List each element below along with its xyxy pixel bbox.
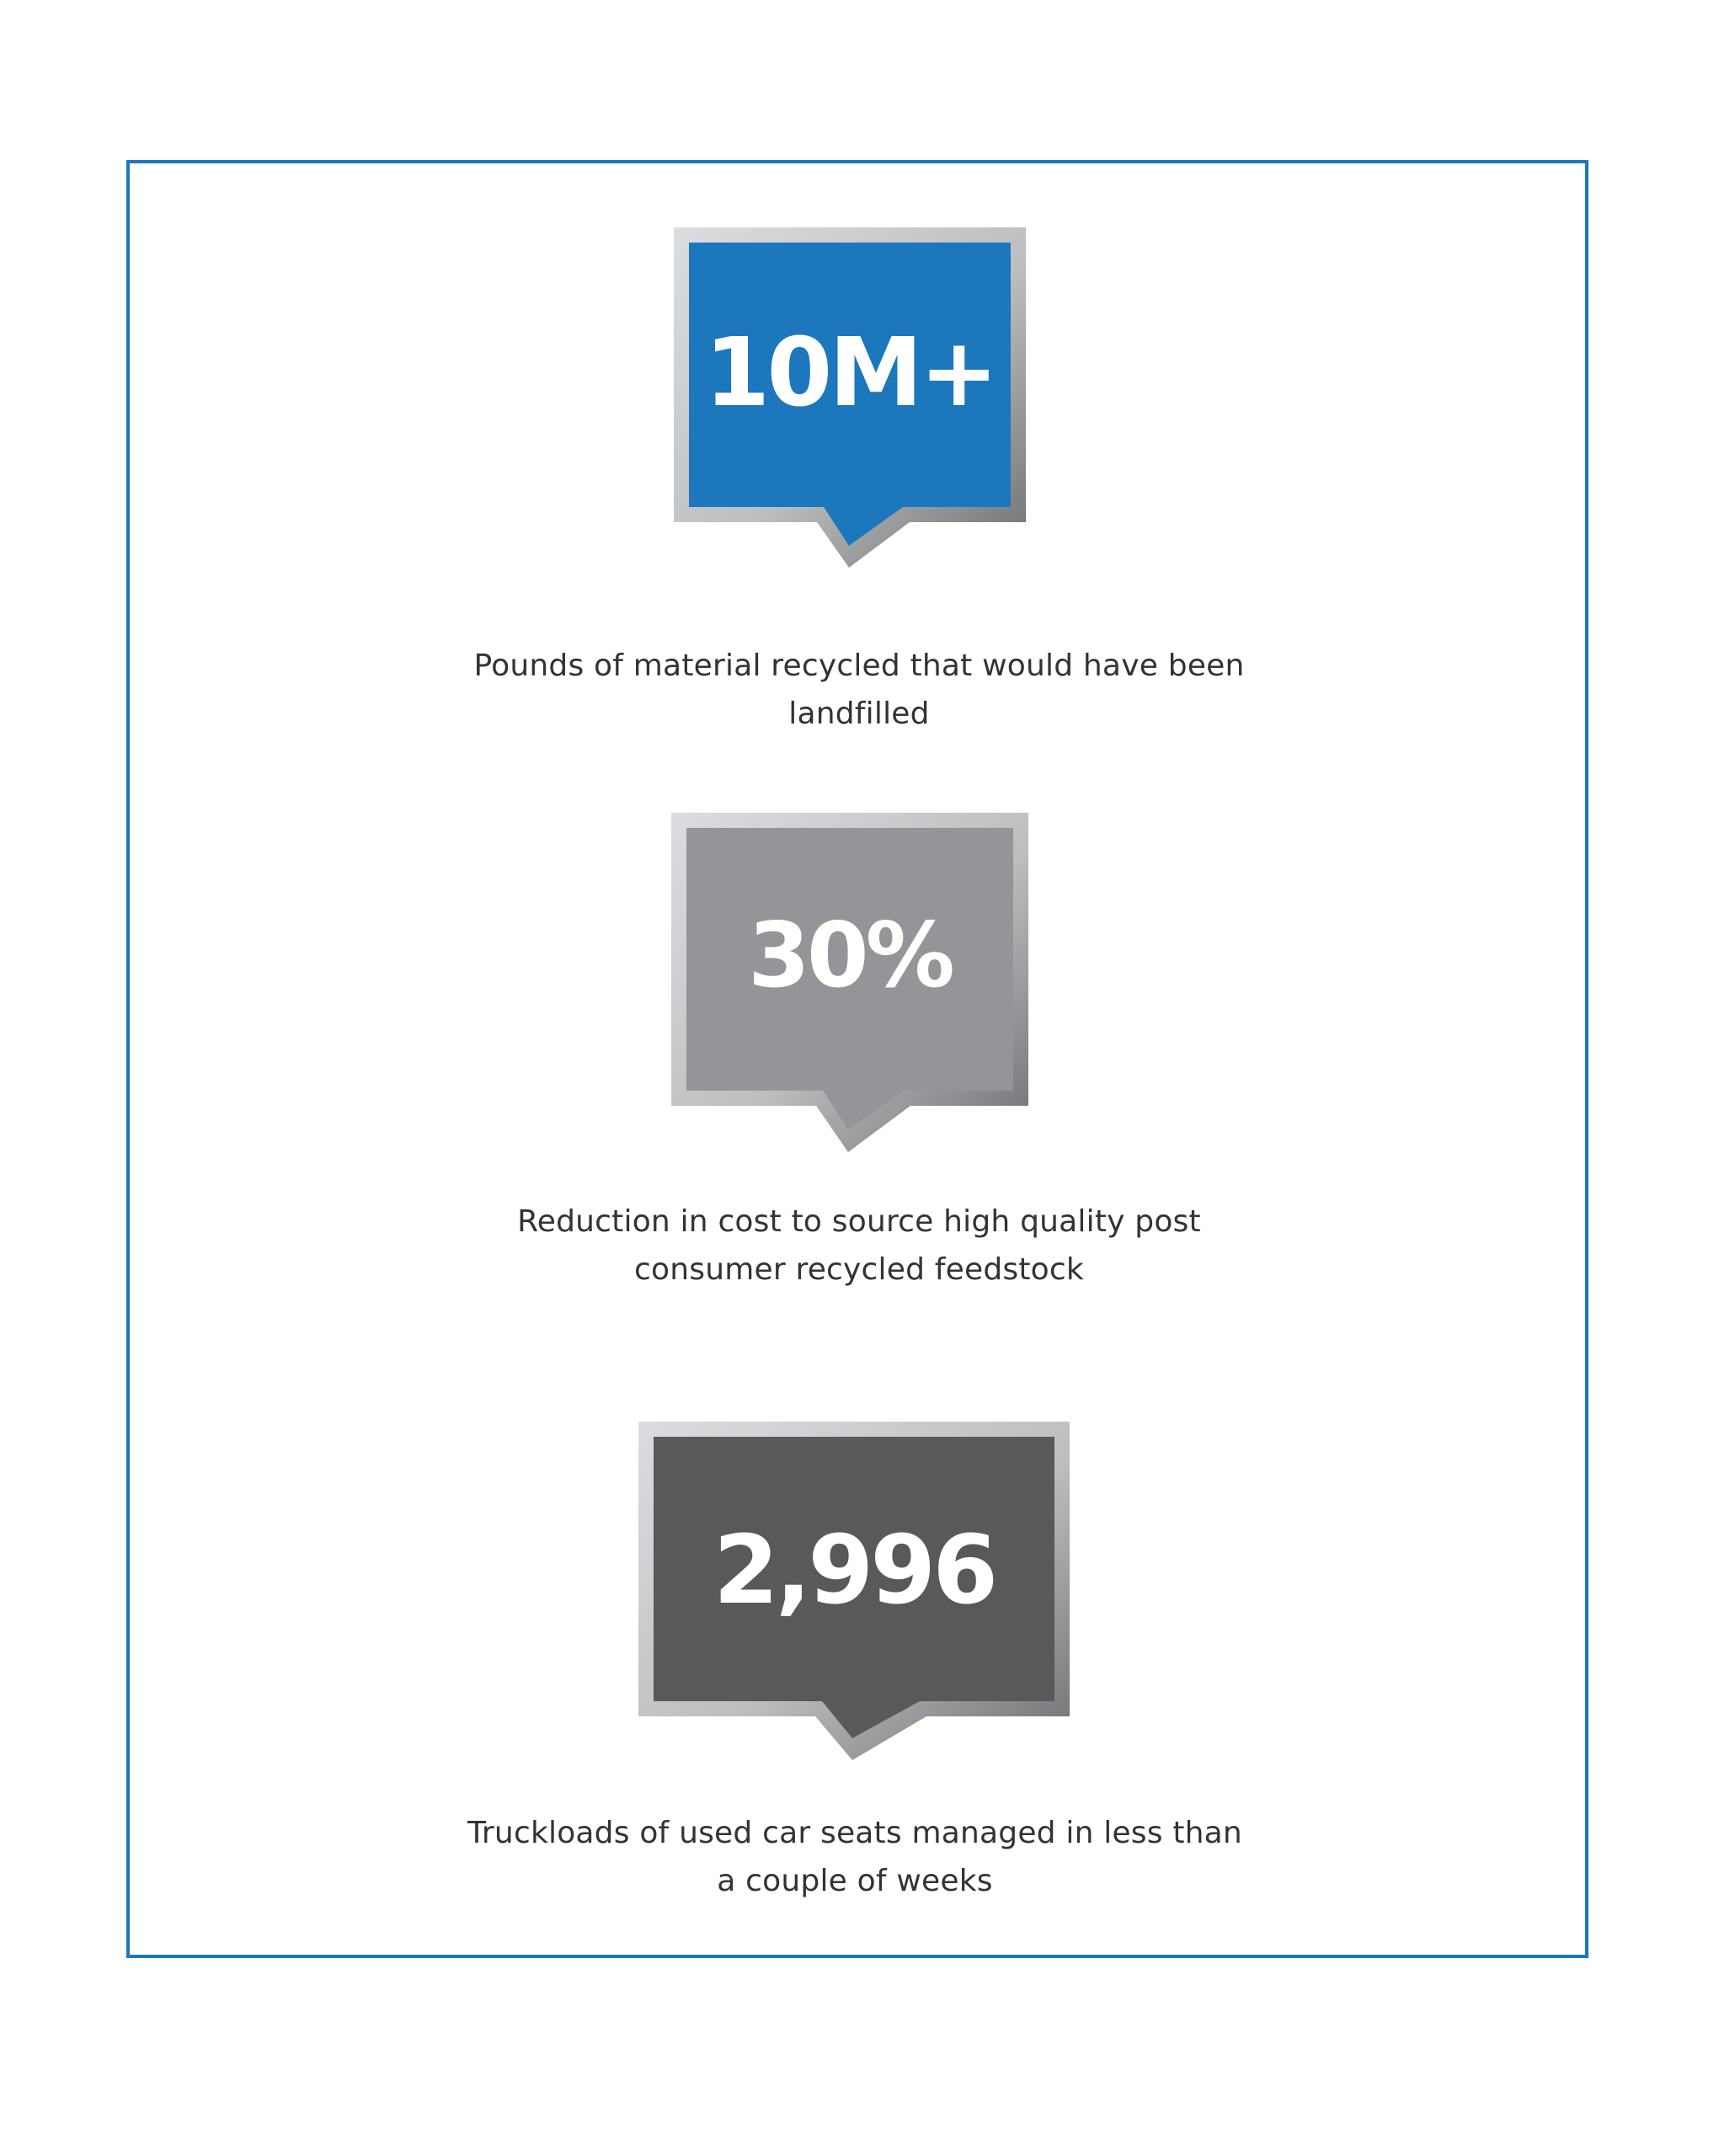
stat-caption-2: Reduction in cost to source high quality post consumer recycled feedstock (517, 1204, 1201, 1287)
stat-value: 10M+ (704, 318, 996, 428)
stat-badge-1 (674, 227, 1026, 573)
stat-value: 2,996 (713, 1516, 996, 1625)
stat-badge-2 (671, 813, 1028, 1158)
stat-caption-3: Truckloads of used car seats managed in less than a couple of weeks (467, 1816, 1242, 1898)
stat-badge-3 (638, 1422, 1070, 1764)
stat-value: 30% (748, 904, 952, 1007)
stat-caption-1: Pounds of material recycled that would have been landfilled (473, 648, 1245, 731)
